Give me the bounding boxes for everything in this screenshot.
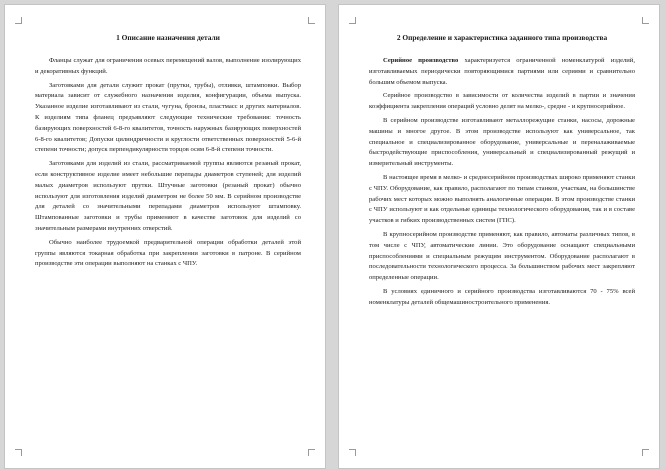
- paragraph: В настоящее время в мелко- и среднесерийном производствах широко применяют станки с ЧПУ. Оборудование, как правило, располагают по типам станков, участкам, на большинстве рабочих мест которых можно выполнять аналогичные операции. В этом производстве станки с ЧПУ используют и как отдельные единицы технологического оборудования, так и в составе участков и гибких производственных систем (ГПС).: [369, 173, 635, 225]
- document-page-right: [338, 4, 660, 469]
- page-content-right: [369, 33, 635, 458]
- page-content-left: [35, 33, 301, 458]
- paragraph: Серийное производство в зависимости от количества изделий в партии и значения коэффициента закрепления операций условно делят на мелко-, средне - и крупносерийное.: [369, 92, 635, 111]
- crop-mark-top-left: [15, 17, 22, 24]
- paragraph: В условиях единичного и серийного производства изготавливаются 70 - 75% всей номенклатуры деталей общемашиностроительного применения.: [369, 287, 635, 306]
- paragraph: В серийном производстве изготавливают металлорежущие станки, насосы, дорожные машины и многое другое. В этом производстве используют как универсальное, так специальное и специализированное оборудование, универсальные и переналаживаемые быстродействующие приспособления, универсальный и специализированный режущий и измерительный инструменты.: [369, 116, 635, 168]
- document-page-left: [4, 4, 326, 469]
- crop-mark-top-right: [308, 17, 315, 24]
- crop-mark-bottom-right: [642, 449, 649, 456]
- paragraph-definition: [369, 56, 635, 88]
- crop-mark-top-left: [349, 17, 356, 24]
- section-title-2: 2 Определение и характеристика заданного типа производства: [396, 33, 608, 42]
- paragraph: Фланцы служат для ограничения осевых перемещений валов, выполнение изолирующих и декоративных функций.: [35, 57, 301, 75]
- crop-mark-top-right: [642, 17, 649, 24]
- crop-mark-bottom-left: [349, 449, 356, 456]
- section-title-1: 1 Описание назначения детали: [116, 33, 220, 42]
- paragraph: Заготовками для изделий из стали, рассматриваемой группы являются резаный прокат, если конструктивное изделие имеет небольшие перепады диаметров ступеней; для изделий малых диаметров используют прутки. Штучные заготовки (резаный прокат) обычно используют для изготовления изделий диаметром не более 50 мм. В серийном производстве для деталей со значительными перепадами диаметров используют штамповку. Штампованные заготовки и трубы применяют в качестве заготовок для изделий со значительным размерами внутренних отверстий.: [35, 160, 301, 232]
- paragraph: Обычно наиболее трудоемкой предварительной операции обработки деталей этой группы являются токарная обработка при закреплении заготовки в патроне. В серийном производстве эти операции выполняют на станках с ЧПУ.: [35, 238, 301, 268]
- paragraph: Заготовками для детали служит прокат (прутки, трубы), отливки, штамповки. Выбор материала зависит от служебного назначения изделия, конфигурации, объема выпуска. Указанное изделие изготавливают из стали, чугуна, бронзы, пластмасс и других материалов. К изделиям типа фланец предъявляют следующие технические требования: точность базирующих поверхностей 6-8-го квалитетов, точность наружных базирующих поверхностей 6-8-го квалитетов; Допуски цилиндричности и круглости ответственных поверхностей 5-6-й степени точности; допуск перпендикулярности торцов осям 6-8-й степени точности.: [35, 81, 301, 154]
- crop-mark-bottom-right: [308, 449, 315, 456]
- paragraph: В крупносерийном производстве применяют, как правило, автоматы различных типов, в том числе с ЧПУ, автоматические линии. Это оборудование оснащают специальными приспособлениями и специальным режущим инструментом. Оборудование располагают в последовательности технологического процесса. За большинством рабочих мест закрепляют определенные операции.: [369, 230, 635, 282]
- defined-term: Серийное производство: [383, 57, 459, 64]
- definition-text: характеризуется ограниченной номенклатурой изделий, изготавливаемых периодически повторяющимися партиями или сериями и сравнительно большим объемом выпуска.: [369, 57, 635, 86]
- crop-mark-bottom-left: [15, 449, 22, 456]
